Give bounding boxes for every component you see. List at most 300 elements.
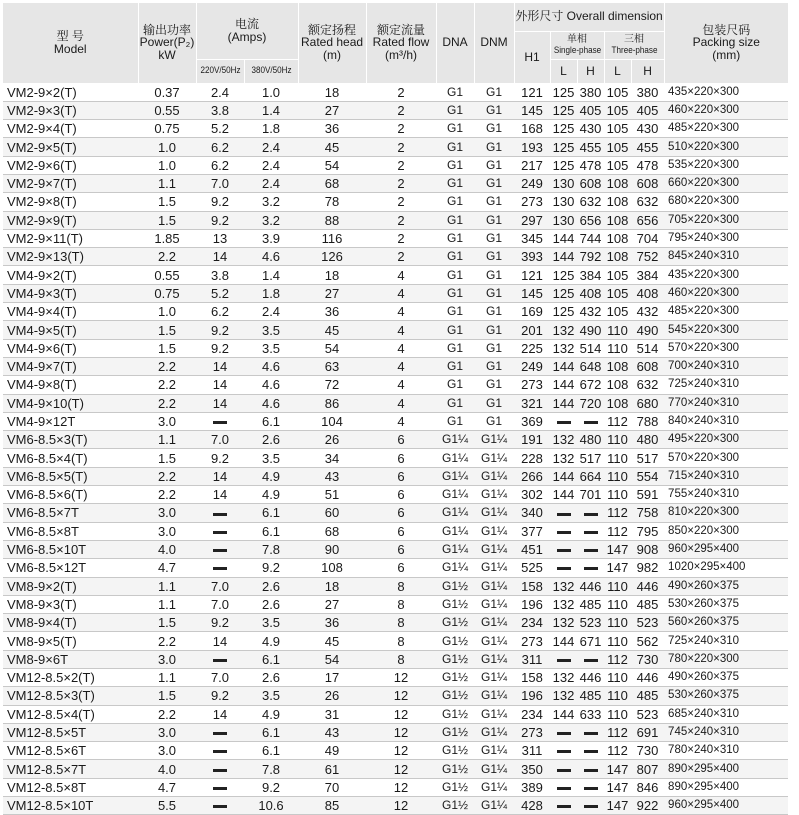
model-cell: VM2-9×13(T) <box>3 248 138 266</box>
power-cell: 0.55 <box>138 101 196 119</box>
three-phase-l-cell: 110 <box>604 431 631 449</box>
single-phase-l-cell: 132 <box>550 339 577 357</box>
table-row <box>3 303 788 321</box>
not-available-dash <box>213 750 227 753</box>
three-phase-h-cell: 656 <box>631 211 664 229</box>
power-cell: 3.0 <box>138 723 196 741</box>
current-220-cell <box>196 742 244 760</box>
current-220-cell <box>196 540 244 558</box>
model-cell: VM4-9×4(T) <box>3 303 138 321</box>
current-220-cell: 9.2 <box>196 339 244 357</box>
three-phase-l-cell: 108 <box>604 211 631 229</box>
dnm-cell: G1 <box>474 193 514 211</box>
h1-cell: 525 <box>514 559 550 577</box>
current-380-cell: 2.6 <box>244 431 298 449</box>
dnm-cell: G1¼ <box>474 650 514 668</box>
current-220-cell: 7.0 <box>196 595 244 613</box>
three-phase-l-cell: 110 <box>604 321 631 339</box>
rated-flow-cell: 6 <box>366 431 436 449</box>
packing-size-cell: 725×240×310 <box>664 632 788 650</box>
h1-cell: 196 <box>514 595 550 613</box>
single-phase-l-cell: 144 <box>550 394 577 412</box>
dnm-cell: G1 <box>474 321 514 339</box>
h1-cell: 393 <box>514 248 550 266</box>
current-220-cell: 9.2 <box>196 614 244 632</box>
h1-cell: 217 <box>514 156 550 174</box>
current-220-cell <box>196 504 244 522</box>
not-available-dash <box>557 549 571 552</box>
rated-head-cell: 88 <box>298 211 366 229</box>
rated-flow-cell: 2 <box>366 174 436 192</box>
current-220-cell: 5.2 <box>196 120 244 138</box>
three-phase-h-cell: 704 <box>631 229 664 247</box>
dnm-cell: G1¼ <box>474 614 514 632</box>
rated-flow-cell: 4 <box>366 284 436 302</box>
single-phase-l-cell: 125 <box>550 101 577 119</box>
packing-size-cell: 460×220×300 <box>664 101 788 119</box>
not-available-dash <box>557 732 571 735</box>
dnm-cell: G1 <box>474 303 514 321</box>
current-380-cell: 6.1 <box>244 650 298 668</box>
power-cell: 1.1 <box>138 577 196 595</box>
rated-flow-cell: 2 <box>366 248 436 266</box>
single-phase-l-cell: 132 <box>550 595 577 613</box>
table-row <box>3 357 788 375</box>
three-phase-h-cell: 591 <box>631 486 664 504</box>
dnm-cell: G1 <box>474 376 514 394</box>
single-phase-h-cell: 523 <box>577 614 604 632</box>
dna-cell: G1½ <box>436 595 474 613</box>
dnm-cell: G1¼ <box>474 522 514 540</box>
dna-cell: G1 <box>436 303 474 321</box>
current-220-cell: 9.2 <box>196 193 244 211</box>
single-phase-l-cell: 132 <box>550 321 577 339</box>
table-row <box>3 101 788 119</box>
three-phase-l-cell: 112 <box>604 504 631 522</box>
power-cell: 2.2 <box>138 486 196 504</box>
h1-cell: 121 <box>514 83 550 101</box>
current-380-cell: 4.6 <box>244 357 298 375</box>
single-phase-h-cell: 430 <box>577 120 604 138</box>
table-row <box>3 138 788 156</box>
packing-size-cell: 685×240×310 <box>664 705 788 723</box>
three-phase-h-cell: 523 <box>631 705 664 723</box>
single-phase-l-cell: 144 <box>550 357 577 375</box>
power-cell: 4.7 <box>138 778 196 796</box>
rated-flow-cell: 2 <box>366 229 436 247</box>
dna-cell: G1½ <box>436 687 474 705</box>
rated-flow-cell: 12 <box>366 705 436 723</box>
three-phase-l-cell: 105 <box>604 138 631 156</box>
current-220-cell: 14 <box>196 376 244 394</box>
current-380-cell: 1.8 <box>244 120 298 138</box>
power-cell: 1.1 <box>138 669 196 687</box>
table-row <box>3 705 788 723</box>
current-380-cell: 4.9 <box>244 486 298 504</box>
power-cell: 2.2 <box>138 248 196 266</box>
model-cell: VM8-9×6T <box>3 650 138 668</box>
power-cell: 2.2 <box>138 632 196 650</box>
packing-size-cell: 890×295×400 <box>664 760 788 778</box>
model-cell: VM4-9×2(T) <box>3 266 138 284</box>
rated-head-cell: 78 <box>298 193 366 211</box>
not-available-dash <box>557 513 571 516</box>
table-row <box>3 229 788 247</box>
not-available-dash <box>584 769 598 772</box>
single-phase-l-cell <box>550 723 577 741</box>
packing-size-cell: 570×220×300 <box>664 339 788 357</box>
single-phase-h-cell: 446 <box>577 577 604 595</box>
packing-size-cell: 840×240×310 <box>664 412 788 430</box>
h1-cell: 345 <box>514 229 550 247</box>
not-available-dash <box>557 805 571 808</box>
table-row <box>3 321 788 339</box>
single-phase-l-cell: 125 <box>550 284 577 302</box>
single-phase-l-cell: 132 <box>550 669 577 687</box>
power-cell: 1.0 <box>138 156 196 174</box>
packing-size-cell: 485×220×300 <box>664 120 788 138</box>
not-available-dash <box>213 531 227 534</box>
table-row <box>3 669 788 687</box>
dnm-cell: G1 <box>474 248 514 266</box>
rated-head-cell: 43 <box>298 723 366 741</box>
dna-cell: G1 <box>436 193 474 211</box>
single-phase-h-cell: 478 <box>577 156 604 174</box>
rated-head-cell: 108 <box>298 559 366 577</box>
rated-head-cell: 60 <box>298 504 366 522</box>
current-380-cell: 1.4 <box>244 266 298 284</box>
rated-flow-cell: 2 <box>366 138 436 156</box>
single-phase-l-cell: 125 <box>550 266 577 284</box>
packing-size-cell: 495×220×300 <box>664 431 788 449</box>
three-phase-h-cell: 691 <box>631 723 664 741</box>
three-phase-h-cell: 446 <box>631 577 664 595</box>
dnm-cell: G1¼ <box>474 595 514 613</box>
header-220v: 220V/50Hz <box>196 59 244 83</box>
model-cell: VM12-8.5×8T <box>3 778 138 796</box>
single-phase-h-cell: 384 <box>577 266 604 284</box>
dna-cell: G1½ <box>436 577 474 595</box>
header-h1: H1 <box>514 31 550 83</box>
packing-size-cell: 725×240×310 <box>664 376 788 394</box>
table-header <box>3 3 788 83</box>
packing-size-cell: 660×220×300 <box>664 174 788 192</box>
three-phase-h-cell: 405 <box>631 101 664 119</box>
rated-flow-cell: 6 <box>366 559 436 577</box>
power-cell: 2.2 <box>138 376 196 394</box>
table-row <box>3 614 788 632</box>
single-phase-h-cell <box>577 522 604 540</box>
single-phase-h-cell: 446 <box>577 669 604 687</box>
dnm-cell: G1¼ <box>474 705 514 723</box>
three-phase-h-cell: 982 <box>631 559 664 577</box>
power-cell: 3.0 <box>138 522 196 540</box>
h1-cell: 168 <box>514 120 550 138</box>
power-cell: 4.0 <box>138 540 196 558</box>
current-380-cell: 6.1 <box>244 742 298 760</box>
current-380-cell: 4.9 <box>244 632 298 650</box>
power-cell: 1.5 <box>138 449 196 467</box>
not-available-dash <box>213 805 227 808</box>
three-phase-h-cell: 446 <box>631 669 664 687</box>
packing-size-cell: 850×220×300 <box>664 522 788 540</box>
rated-flow-cell: 8 <box>366 595 436 613</box>
dnm-cell: G1 <box>474 357 514 375</box>
h1-cell: 121 <box>514 266 550 284</box>
single-phase-h-cell <box>577 723 604 741</box>
h1-cell: 389 <box>514 778 550 796</box>
rated-flow-cell: 4 <box>366 339 436 357</box>
three-phase-l-cell: 110 <box>604 614 631 632</box>
dna-cell: G1 <box>436 174 474 192</box>
h1-cell: 196 <box>514 687 550 705</box>
rated-head-cell: 31 <box>298 705 366 723</box>
rated-flow-cell: 12 <box>366 669 436 687</box>
single-phase-h-cell <box>577 412 604 430</box>
current-220-cell: 14 <box>196 467 244 485</box>
table-row <box>3 595 788 613</box>
model-cell: VM6-8.5×4(T) <box>3 449 138 467</box>
dna-cell: G1½ <box>436 778 474 796</box>
single-phase-h-cell: 648 <box>577 357 604 375</box>
rated-flow-cell: 4 <box>366 266 436 284</box>
dna-cell: G1 <box>436 284 474 302</box>
h1-cell: 321 <box>514 394 550 412</box>
rated-flow-cell: 4 <box>366 303 436 321</box>
not-available-dash <box>584 750 598 753</box>
dnm-cell: G1 <box>474 339 514 357</box>
rated-flow-cell: 12 <box>366 797 436 815</box>
not-available-dash <box>584 513 598 516</box>
current-380-cell: 9.2 <box>244 778 298 796</box>
h1-cell: 249 <box>514 174 550 192</box>
model-cell: VM6-8.5×10T <box>3 540 138 558</box>
three-phase-l-cell: 105 <box>604 83 631 101</box>
dnm-cell: G1 <box>474 394 514 412</box>
current-380-cell: 9.2 <box>244 559 298 577</box>
model-cell: VM6-8.5×8T <box>3 522 138 540</box>
model-cell: VM12-8.5×7T <box>3 760 138 778</box>
not-available-dash <box>213 421 227 424</box>
h1-cell: 340 <box>514 504 550 522</box>
rated-flow-cell: 2 <box>366 101 436 119</box>
dna-cell: G1¼ <box>436 449 474 467</box>
h1-cell: 273 <box>514 193 550 211</box>
model-cell: VM2-9×9(T) <box>3 211 138 229</box>
three-phase-l-cell: 105 <box>604 156 631 174</box>
dnm-cell: G1¼ <box>474 449 514 467</box>
dnm-cell: G1¼ <box>474 760 514 778</box>
three-phase-h-cell: 730 <box>631 650 664 668</box>
single-phase-h-cell: 380 <box>577 83 604 101</box>
single-phase-l-cell: 125 <box>550 83 577 101</box>
dnm-cell: G1¼ <box>474 687 514 705</box>
h1-cell: 234 <box>514 614 550 632</box>
three-phase-h-cell: 380 <box>631 83 664 101</box>
power-cell: 1.5 <box>138 211 196 229</box>
model-cell: VM4-9×12T <box>3 412 138 430</box>
rated-head-cell: 18 <box>298 266 366 284</box>
current-380-cell: 2.4 <box>244 174 298 192</box>
not-available-dash <box>584 659 598 662</box>
table-row <box>3 83 788 101</box>
three-phase-h-cell: 680 <box>631 394 664 412</box>
current-380-cell: 3.5 <box>244 614 298 632</box>
current-380-cell: 2.4 <box>244 303 298 321</box>
single-phase-h-cell: 664 <box>577 467 604 485</box>
three-phase-h-cell: 432 <box>631 303 664 321</box>
single-phase-l-cell <box>550 504 577 522</box>
not-available-dash <box>557 421 571 424</box>
rated-head-cell: 43 <box>298 467 366 485</box>
single-phase-l-cell: 125 <box>550 303 577 321</box>
single-phase-h-cell: 480 <box>577 431 604 449</box>
table-row <box>3 211 788 229</box>
model-cell: VM12-8.5×2(T) <box>3 669 138 687</box>
table-row <box>3 156 788 174</box>
table-row <box>3 650 788 668</box>
packing-size-cell: 960×295×400 <box>664 540 788 558</box>
power-cell: 5.5 <box>138 797 196 815</box>
rated-head-cell: 45 <box>298 138 366 156</box>
h1-cell: 273 <box>514 723 550 741</box>
single-phase-h-cell: 744 <box>577 229 604 247</box>
rated-head-cell: 36 <box>298 303 366 321</box>
h1-cell: 249 <box>514 357 550 375</box>
header-three-phase: 三相 Three-phase <box>604 31 664 59</box>
table-row <box>3 577 788 595</box>
single-phase-h-cell <box>577 797 604 815</box>
model-cell: VM4-9×3(T) <box>3 284 138 302</box>
rated-flow-cell: 6 <box>366 486 436 504</box>
current-220-cell: 2.4 <box>196 83 244 101</box>
rated-flow-cell: 6 <box>366 522 436 540</box>
packing-size-cell: 890×295×400 <box>664 778 788 796</box>
three-phase-h-cell: 485 <box>631 595 664 613</box>
packing-size-cell: 545×220×300 <box>664 321 788 339</box>
current-220-cell: 6.2 <box>196 303 244 321</box>
rated-head-cell: 27 <box>298 595 366 613</box>
three-phase-h-cell: 490 <box>631 321 664 339</box>
current-380-cell: 3.9 <box>244 229 298 247</box>
single-phase-l-cell: 144 <box>550 705 577 723</box>
h1-cell: 350 <box>514 760 550 778</box>
three-phase-l-cell: 105 <box>604 266 631 284</box>
three-phase-l-cell: 108 <box>604 357 631 375</box>
dnm-cell: G1 <box>474 138 514 156</box>
model-cell: VM2-9×7(T) <box>3 174 138 192</box>
h1-cell: 228 <box>514 449 550 467</box>
h1-cell: 191 <box>514 431 550 449</box>
rated-flow-cell: 4 <box>366 412 436 430</box>
table-row <box>3 431 788 449</box>
three-phase-l-cell: 110 <box>604 705 631 723</box>
h1-cell: 225 <box>514 339 550 357</box>
single-phase-l-cell: 132 <box>550 687 577 705</box>
rated-flow-cell: 8 <box>366 614 436 632</box>
h1-cell: 377 <box>514 522 550 540</box>
header-dnm: DNM <box>474 3 514 83</box>
power-cell: 3.0 <box>138 650 196 668</box>
single-phase-h-cell: 485 <box>577 687 604 705</box>
dna-cell: G1½ <box>436 705 474 723</box>
current-220-cell: 9.2 <box>196 449 244 467</box>
dna-cell: G1¼ <box>436 431 474 449</box>
dna-cell: G1 <box>436 321 474 339</box>
rated-head-cell: 54 <box>298 156 366 174</box>
power-cell: 1.5 <box>138 321 196 339</box>
packing-size-cell: 1020×295×400 <box>664 559 788 577</box>
power-cell: 1.1 <box>138 595 196 613</box>
rated-head-cell: 18 <box>298 83 366 101</box>
current-380-cell: 3.2 <box>244 211 298 229</box>
table-row <box>3 193 788 211</box>
power-cell: 1.1 <box>138 431 196 449</box>
three-phase-h-cell: 730 <box>631 742 664 760</box>
table-row <box>3 394 788 412</box>
three-phase-l-cell: 112 <box>604 522 631 540</box>
current-220-cell <box>196 522 244 540</box>
single-phase-h-cell: 608 <box>577 174 604 192</box>
three-phase-l-cell: 110 <box>604 339 631 357</box>
header-three-l: L <box>604 59 631 83</box>
three-phase-l-cell: 105 <box>604 101 631 119</box>
three-phase-l-cell: 110 <box>604 467 631 485</box>
current-220-cell <box>196 412 244 430</box>
dnm-cell: G1¼ <box>474 504 514 522</box>
current-380-cell: 4.9 <box>244 467 298 485</box>
model-cell: VM4-9×10(T) <box>3 394 138 412</box>
dnm-cell: G1 <box>474 174 514 192</box>
rated-flow-cell: 8 <box>366 632 436 650</box>
rated-head-cell: 18 <box>298 577 366 595</box>
current-220-cell: 3.8 <box>196 101 244 119</box>
not-available-dash <box>213 732 227 735</box>
dnm-cell: G1 <box>474 412 514 430</box>
single-phase-h-cell: 455 <box>577 138 604 156</box>
not-available-dash <box>557 659 571 662</box>
table-row <box>3 486 788 504</box>
three-phase-l-cell: 112 <box>604 723 631 741</box>
three-phase-h-cell: 480 <box>631 431 664 449</box>
single-phase-l-cell <box>550 797 577 815</box>
model-cell: VM6-8.5×5(T) <box>3 467 138 485</box>
packing-size-cell: 715×240×310 <box>664 467 788 485</box>
model-cell: VM4-9×5(T) <box>3 321 138 339</box>
table-row <box>3 504 788 522</box>
dna-cell: G1 <box>436 156 474 174</box>
dna-cell: G1½ <box>436 797 474 815</box>
dnm-cell: G1¼ <box>474 797 514 815</box>
h1-cell: 158 <box>514 669 550 687</box>
power-cell: 1.85 <box>138 229 196 247</box>
single-phase-l-cell: 144 <box>550 376 577 394</box>
dnm-cell: G1¼ <box>474 540 514 558</box>
rated-head-cell: 126 <box>298 248 366 266</box>
table-row <box>3 339 788 357</box>
dnm-cell: G1¼ <box>474 486 514 504</box>
h1-cell: 311 <box>514 742 550 760</box>
dna-cell: G1¼ <box>436 504 474 522</box>
single-phase-l-cell: 125 <box>550 138 577 156</box>
single-phase-h-cell <box>577 650 604 668</box>
single-phase-h-cell <box>577 760 604 778</box>
rated-flow-cell: 2 <box>366 120 436 138</box>
h1-cell: 158 <box>514 577 550 595</box>
three-phase-h-cell: 523 <box>631 614 664 632</box>
rated-flow-cell: 4 <box>366 357 436 375</box>
not-available-dash <box>557 567 571 570</box>
